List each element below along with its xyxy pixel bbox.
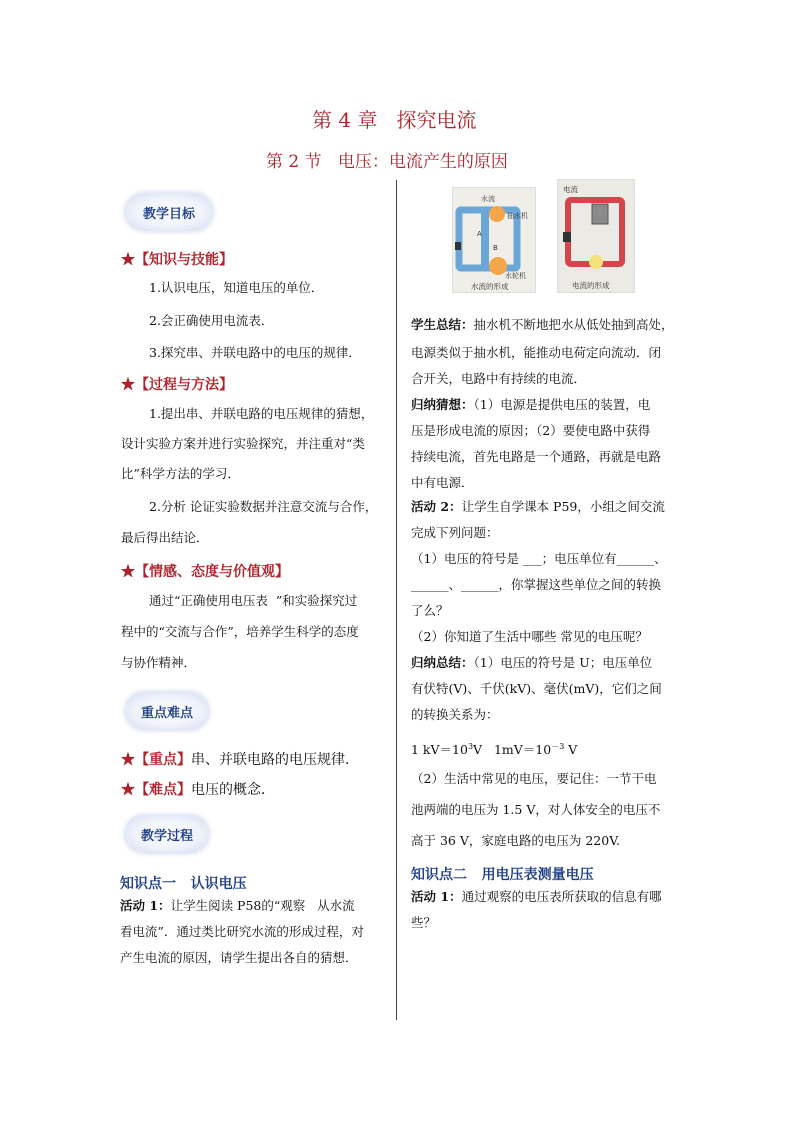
induction-line: 有伏特(V)、千伏(kV)、毫伏(mV)，它们之间: [411, 681, 662, 696]
formula-part: V 1mV＝10: [473, 742, 552, 758]
activity-3-line: [411, 884, 662, 910]
formula-part: V: [564, 742, 578, 758]
activity-2-line: [411, 494, 665, 520]
activity-1-label: 活动 1：: [120, 898, 171, 913]
remember-line: 高于 36 V，家庭电路的电压为 220V.: [411, 833, 621, 848]
activity-2-label: 活动 2：: [411, 499, 462, 514]
emotion-heading: ★【情感、态度与价值观】: [121, 564, 289, 580]
formula-part: 1 kV＝10: [411, 742, 468, 758]
knowledge-point-1-title: 知识点一 认识电压: [120, 876, 247, 892]
summary-label: 学生总结：: [411, 317, 474, 332]
activity-2-line: 了么？: [411, 603, 449, 618]
process-line: 最后得出结论．: [121, 530, 209, 545]
skill-item: 1.认识电压，知道电压的单位．: [149, 280, 324, 295]
conclusion-text: （1）电源是提供电压的装置，电: [473, 397, 651, 412]
conclusion-label: 归纳猜想：: [411, 397, 474, 412]
induction-text: （1）电压的符号是 U；电压单位: [473, 655, 653, 670]
activity-1-line: [120, 893, 355, 919]
badge-key-points: 重点难点: [126, 693, 208, 729]
activity-2-line: 完成下列问题：: [411, 525, 499, 540]
skills-heading: ★【知识与技能】: [121, 252, 233, 268]
activity-2-text: 让学生自学课本 P59，小组之间交流: [461, 499, 665, 514]
summary-text: 抽水机不断地把水从低处抽到高处，: [473, 317, 674, 332]
conclusion-line: 持续电流，首先电路是一个通路，再就是电路: [411, 449, 662, 464]
skill-item: 3.探究串、并联电路中的电压的规律．: [149, 345, 361, 360]
summary-line: [411, 312, 674, 338]
key-point-text: 串、并联电路的电压规律．: [191, 752, 359, 768]
emotion-line: 通过“正确使用电压表 ”和实验探究过: [149, 593, 358, 608]
skill-item: 2.会正确使用电流表．: [149, 313, 274, 328]
remember-line: 池两端的电压为 1.5 V，对人体安全的电压不: [411, 802, 661, 817]
current-flow-image: [557, 179, 635, 293]
process-heading: ★【过程与方法】: [121, 377, 233, 393]
water-flow-image: [452, 187, 536, 293]
difficult-point-label: ★【难点】: [121, 782, 191, 798]
activity-2-line: ______、______，你掌握这些单位之间的转换: [411, 577, 662, 592]
badge-teaching-process: 教学过程: [126, 816, 208, 852]
activity-1-line: 产生电流的原因，请学生提出各自的猜想．: [120, 950, 358, 965]
chapter-title: 第 4 章 探究电流: [312, 108, 477, 132]
key-point: [121, 749, 359, 769]
activity-3-text: 通过观察的电压表所获取的信息有哪: [461, 889, 662, 904]
caption-current: 电流的形成: [572, 281, 610, 290]
induction-line: [411, 650, 652, 676]
summary-line: 电源类似于抽水机，能推动电荷定向流动．闭: [411, 345, 662, 360]
label-a: A: [477, 230, 482, 238]
conclusion-line: 压是形成电流的原因；（2）要使电路中获得: [411, 423, 651, 438]
summary-line: 合开关，电路中有持续的电流．: [411, 371, 587, 386]
column-divider: [396, 180, 397, 1020]
label-water-flow: 水流: [481, 195, 495, 203]
formula-exponent: －3: [551, 742, 565, 751]
process-line: 2.分析 论证实验数据并注意交流与合作，: [149, 499, 378, 514]
emotion-line: 与协作精神．: [121, 655, 197, 670]
process-line: 比”科学方法的学习．: [121, 466, 240, 481]
activity-2-line: （1）电压的符号是 ___；电压单位有______、: [411, 551, 667, 566]
difficult-point: [121, 779, 275, 799]
label-turbine: 水轮机: [505, 272, 526, 280]
activity-1-text: 让学生阅读 P58的“观察 从水流: [170, 898, 355, 913]
difficult-point-text: 电压的概念．: [191, 782, 275, 798]
activity-3-line: 些？: [411, 915, 437, 930]
induction-line: 的转换关系为：: [411, 707, 499, 722]
label-pump: 抽水机: [507, 212, 528, 220]
label-current: 电流: [563, 185, 578, 194]
conclusion-line: 中有电源．: [411, 475, 474, 490]
emotion-line: 程中的“交流与合作”，培养学生科学的态度: [121, 624, 359, 639]
unit-formula: [411, 734, 577, 763]
induction-label: 归纳总结：: [411, 655, 474, 670]
conclusion-line: [411, 392, 650, 418]
key-point-label: ★【重点】: [121, 752, 191, 768]
water-flow-diagram: [453, 188, 535, 292]
activity-3-label: 活动 1：: [411, 889, 462, 904]
process-line: 1.提出串、并联电路的电压规律的猜想，: [149, 406, 374, 421]
process-line: 设计实验方案并进行实验探究，并注重对“类: [121, 436, 365, 451]
section-title: 第 2 节 电压：电流产生的原因: [266, 152, 508, 172]
remember-line: （2）生活中常见的电压，要记住：一节干电: [411, 771, 657, 786]
activity-2-line: （2）你知道了生活中哪些 常见的电压呢？: [411, 629, 648, 644]
badge-teaching-goals: 教学目标: [126, 194, 212, 230]
knowledge-point-2-title: 知识点二 用电压表测量电压: [411, 867, 594, 883]
caption-water: 水流的形成: [471, 282, 509, 291]
current-flow-diagram: [558, 180, 634, 292]
label-b: B: [493, 244, 498, 252]
formula-exponent: 3: [467, 742, 474, 751]
activity-1-line: 看电流”．通过类比研究水流的形成过程，对: [120, 924, 364, 939]
